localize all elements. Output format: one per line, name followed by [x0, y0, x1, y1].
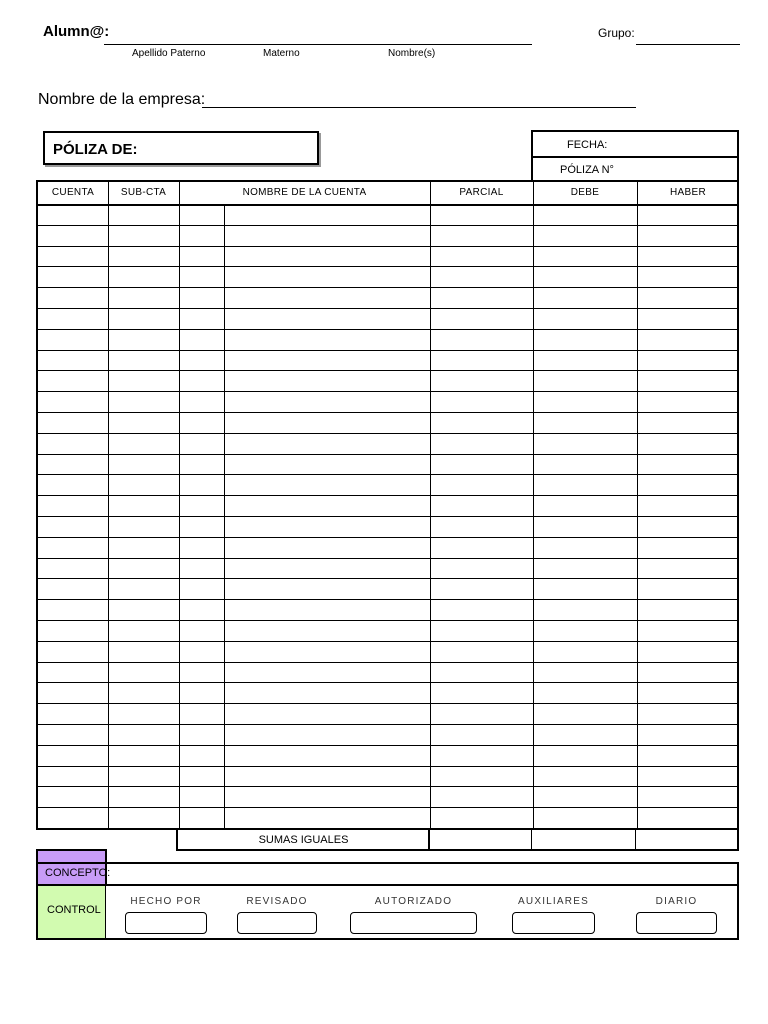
diario-box[interactable]: [636, 912, 717, 934]
concepto-divider: [36, 884, 739, 886]
col-divider-3: [430, 182, 431, 828]
table-row-line: [38, 578, 737, 579]
sumas-iguales-label: SUMAS IGUALES: [258, 834, 349, 846]
auxiliares-label: AUXILIARES: [518, 896, 589, 907]
table-row-line: [38, 516, 737, 517]
col-divider-4: [533, 182, 534, 828]
table-row-line: [38, 370, 737, 371]
table-row-line: [38, 745, 737, 746]
revisado-label: REVISADO: [246, 896, 308, 907]
grupo-label: Grupo:: [598, 26, 635, 40]
diario-label: DIARIO: [655, 896, 698, 907]
autorizado-box[interactable]: [350, 912, 477, 934]
materno-label: Materno: [263, 48, 300, 59]
table-row-line: [38, 433, 737, 434]
auxiliares-box[interactable]: [512, 912, 595, 934]
table-row-line: [38, 412, 737, 413]
col-header-parcial: PARCIAL: [459, 187, 504, 198]
table-row-line: [38, 558, 737, 559]
apellido-paterno-label: Apellido Paterno: [132, 48, 206, 59]
table-row-line: [38, 537, 737, 538]
table-row-line: [38, 225, 737, 226]
table-row-line: [38, 495, 737, 496]
concepto-label: CONCEPTO:: [45, 867, 111, 879]
sumas-divider-debe: [531, 830, 532, 849]
table-row-line: [38, 350, 737, 351]
poliza-numero-label: PÓLIZA N°: [560, 164, 614, 176]
fecha-poliza-box: [531, 130, 739, 182]
table-row-line: [38, 766, 737, 767]
col-divider-5: [637, 182, 638, 828]
table-row-line: [38, 287, 737, 288]
fecha-label: FECHA:: [567, 139, 608, 151]
ledger-table: [36, 180, 739, 830]
table-row-line: [38, 599, 737, 600]
table-row-line: [38, 662, 737, 663]
header-divider: [38, 204, 737, 206]
concepto-field[interactable]: [107, 864, 737, 884]
col-header-debe: DEBE: [570, 187, 600, 198]
sumas-divider-haber: [635, 830, 636, 849]
table-row-line: [38, 308, 737, 309]
table-row-line: [38, 682, 737, 683]
table-row-line: [38, 329, 737, 330]
table-row-line: [38, 391, 737, 392]
table-row-line: [38, 474, 737, 475]
col-header-cuenta: CUENTA: [51, 187, 95, 198]
revisado-box[interactable]: [237, 912, 317, 934]
nombres-label: Nombre(s): [388, 48, 436, 59]
hecho-por-box[interactable]: [125, 912, 207, 934]
alumno-label: Alumn@:: [43, 23, 110, 40]
table-row-line: [38, 703, 737, 704]
control-cell: [38, 886, 106, 938]
table-row-line: [38, 724, 737, 725]
hecho-por-label: HECHO POR: [130, 896, 202, 907]
empresa-underline[interactable]: [202, 107, 636, 108]
sumas-divider-parcial: [428, 830, 430, 849]
col-divider-2: [179, 182, 180, 828]
empresa-label: Nombre de la empresa:: [38, 91, 206, 108]
col-header-haber: HABER: [670, 187, 706, 198]
table-row-line: [38, 620, 737, 621]
sumas-iguales-box: [176, 828, 739, 851]
alumno-underline[interactable]: [104, 44, 532, 45]
col-header-nombre-cuenta: NOMBRE DE LA CUENTA: [242, 187, 367, 198]
col-divider-1: [108, 182, 109, 828]
poliza-de-box: [43, 131, 319, 165]
table-row-line: [38, 807, 737, 808]
table-row-line: [38, 266, 737, 267]
control-label: CONTROL: [47, 904, 101, 916]
fecha-divider: [533, 156, 737, 158]
autorizado-label: AUTORIZADO: [374, 896, 453, 907]
table-row-line: [38, 641, 737, 642]
grupo-underline[interactable]: [636, 44, 740, 45]
table-row-line: [38, 454, 737, 455]
table-row-line: [38, 246, 737, 247]
table-row-line: [38, 786, 737, 787]
poliza-de-label: PÓLIZA DE:: [53, 141, 138, 158]
col-header-subcta: SUB-CTA: [120, 187, 167, 198]
